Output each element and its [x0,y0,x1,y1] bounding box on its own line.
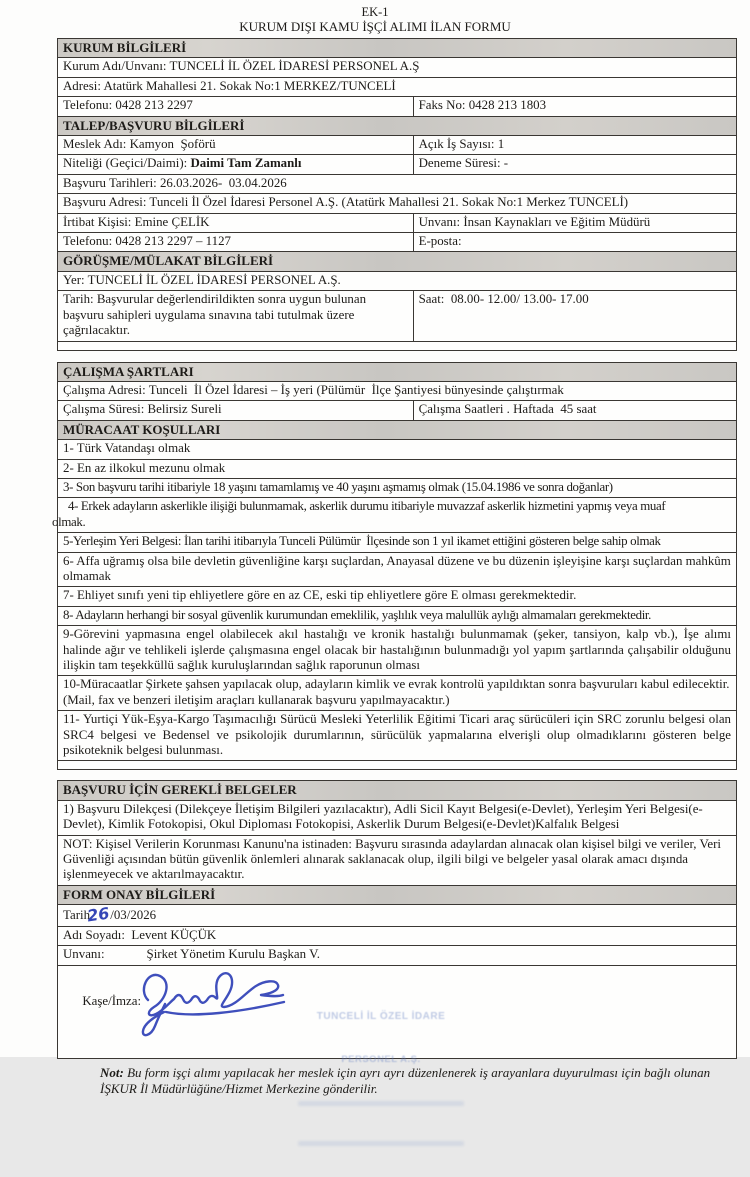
cell-gorusme-saat: Saat: 08.00- 12.00/ 13.00- 17.00 [413,291,736,340]
row-gorusme-yer: Yer: TUNCELİ İL ÖZEL İDARESİ PERSONEL A.Ş. [58,271,736,290]
cell-gorusme-tarih: Tarih: Başvurular değerlendirildikten sonra uygun bulunan başvuru sahipleri uygulama sınavına tabi tutulmak üzere çağrılacaktır. [63,292,370,338]
cell-eposta: E-posta: [413,233,736,251]
signature-ink [136,960,296,1028]
condition-item-7: 7- Ehliyet sınıfı yeni tip ehliyetlere göre en az CE, eski tip ehliyetlere göre E olması gerekmektedir. [58,586,736,605]
section-header-talep: TALEP/BAŞVURU BİLGİLERİ [58,116,736,135]
cell-irtibat-kisisi: İrtibat Kişisi: Emine ÇELİK [63,214,210,229]
section-header-gorusme: GÖRÜŞME/MÜLAKAT BİLGİLERİ [58,251,736,270]
row-basvuru-tarihleri: Başvuru Tarihleri: 26.03.2026- 03.04.2026 [58,174,736,193]
stamp-illegible-line [298,1141,464,1146]
row-onay-tarih [58,904,736,925]
title-block [0,0,750,35]
row-calisma-adresi: Çalışma Adresi: Tunceli İl Özel İdaresi – İş yeri (Pülümür İlçe Şantiyesi bünyesinde çalıştırmak [58,381,736,400]
empty-strip-row [58,341,736,350]
stamp-illegible-line [298,1101,464,1106]
condition-item-10: 10-Müracaatlar Şirkete şahsen yapılacak olup, adayların kimlik ve evrak kontrolü yapıldıktan sonra başvuruları kabul edilecektir.(Mail, fax ve benzeri iletişim araçları kullanarak başvuru yapılmayacaktır.) [58,675,736,710]
cell-calisma-suresi: Çalışma Süresi: Belirsiz Sureli [63,402,222,417]
row-kase-imza [58,965,736,1066]
nitelik-value: Daimi Tam Zamanlı [190,156,302,171]
cell-meslek-adi: Meslek Adı: Kamyon Şoförü [63,137,216,152]
row-belgeler-listesi: 1) Başvuru Dilekçesi (Dilekçeye İletişim Bilgileri yazılacaktır), Adli Sicil Kayıt Belgesi(e-Devlet), Yerleşim Yeri Belgesi(e-Devlet), Kimlik Fotokopisi, Okul Diploması Fotokopisi, Askerlik Durum Belgesi(e-Devlet)Kalfalık Belgesi [58,800,736,835]
cell-nitelik [58,155,413,173]
row-sure-saatler [58,400,736,419]
cell-irtibat-unvani: Unvanı: İnsan Kaynakları ve Eğitim Müdürü [413,214,736,232]
row-kurum-unvan: Kurum Adı/Unvanı: TUNCELİ İL ÖZEL İDARESİ PERSONEL A.Ş [58,57,736,76]
condition-item-5: 5-Yerleşim Yeri Belgesi: İlan tarihi itibarıyla Tunceli Pülümür İlçesinde son 1 yıl ikamet ettiğini gösteren belge sahip olmak [58,532,736,551]
row-telefon-faks [58,96,736,115]
cell-irtibat-telefon: Telefonu: 0428 213 2297 – 1127 [63,234,231,249]
condition-item-2: 2- En az ilkokul mezunu olmak [58,459,736,478]
section-header-onay: FORM ONAY BİLGİLERİ [58,885,736,904]
tarih-label: Tarih [63,908,91,923]
stamp-line-1: TUNCELİ İL ÖZEL İDARE [316,1011,446,1023]
footer-note-bold: Not: [100,1064,124,1080]
condition-item-11: 11- Yurtiçi Yük-Eşya-Kargo Taşımacılığı Sürücü Mesleki Yeterlilik Eğitimi Ticari araç sürücüleri için SRC zorunlu belgesi olan SRC4 belgesi ve Bedensel ve psikolojik durumlarının, sürücülük yapmalarına elverişli olup olmadıklarını gösteren belge psikoteknik belgesi bulunması. [58,710,736,760]
tarih-rest: /03/2026 [110,908,157,923]
condition-item-1: 1- Türk Vatandaşı olmak [58,439,736,458]
kurum-talep-gorusme-table [57,38,737,351]
condition-item-8: 8- Adayların herhangi bir sosyal güvenlik kurumundan emeklilik, yaşlılık veya malullük aylığı almamaları gerekmektedir. [58,606,736,625]
cell-calisma-saatleri: Çalışma Saatleri . Haftada 45 saat [413,401,736,419]
calisma-muracaat-table [52,362,737,771]
nitelik-label: Niteliği (Geçici/Daimi): [63,156,191,171]
unvan-label: Unvanı: [63,947,105,962]
section-header-muracaat: MÜRACAAT KOŞULLARI [58,420,736,439]
condition-item-6: 6- Affa uğramış olsa bile devletin güvenliğine karşı suçlardan, Anayasal düzene ve bu düzenin işleyişine karşı suçlardan mahkûm olmamak [58,552,736,587]
condition-item-4 [52,497,736,532]
row-kurum-adres: Adresi: Atatürk Mahallesi 21. Sokak No:1 MERKEZ/TUNCELİ [58,77,736,96]
row-gorusme-tarih-saat [58,290,736,340]
row-telefon-eposta [58,232,736,251]
footer-note [100,1065,718,1098]
section-header-kurum: KURUM BİLGİLERİ [58,39,736,57]
condition-item-4-line2: olmak. [52,514,86,529]
cell-kurum-telefon: Telefonu: 0428 213 2297 [63,98,193,113]
cell-deneme-suresi: Deneme Süresi: - [413,155,736,173]
condition-item-9: 9-Görevini yapmasına engel olabilecek akıl hastalığı ve kronik hastalığı bulunmamak (şeker, tansiyon, kalp vb.), İşe alımı halinde ağır ve tehlikeli işlerde çalışmasına engel olacak bir hastalığının bulunmadığı yol yapım şartlarında çalışabilir olduğunu ilişkin tam teşekküllü sağlık kuruluşlarından sağlık raporunun olması [58,625,736,675]
section-header-calisma: ÇALIŞMA ŞARTLARI [58,363,736,381]
section-header-belgeler: BAŞVURU İÇİN GEREKLİ BELGELER [58,781,736,799]
belgeler-onay-table [57,780,737,1066]
row-onay-adsoyad: Adı Soyadı: Levent KÜÇÜK [58,926,736,945]
doc-code: EK-1 [361,5,389,19]
cell-acik-is-sayisi: Açık İş Sayısı: 1 [413,136,736,154]
handwritten-date: 26 [85,903,111,926]
stamp-line-2: PERSONEL A.Ş. [341,1054,421,1066]
row-nitelik-deneme [58,154,736,173]
kase-imza-label: Kaşe/İmza: [82,993,142,1008]
row-irtibat-unvan [58,213,736,232]
row-kvkk-notu: NOT: Kişisel Verilerin Korunması Kanunu'na istinaden: Başvuru sırasında adaylardan alınacak olan kişisel bilgi ve veriler, Veri Güvenliği açısından bütün güvenlik önlemleri alınarak saklanacak olup, ilgili bilgi ve belgeler yasal olarak amacı dışında işlenmeyecek ve aktarılmayacaktır. [58,835,736,885]
condition-item-4-line1: 4- Erkek adayların askerlikle ilişiği bulunmamak, askerlik durumu itibariyle muvazzaf askerlik hizmetini yapmış veya muaf [68,499,666,514]
page-title: KURUM DIŞI KAMU İŞÇİ ALIMI İLAN FORMU [239,19,511,34]
condition-item-3: 3- Son başvuru tarihi itibariyle 18 yaşını tamamlamış ve 40 yaşını aşmamış olmak (15.04.1986 ve sonra doğanlar) [58,478,736,497]
row-meslek-acikis [58,135,736,154]
cell-kurum-faks: Faks No: 0428 213 1803 [413,97,736,115]
empty-strip-row [58,760,736,769]
row-basvuru-adresi: Başvuru Adresi: Tunceli İl Özel İdaresi Personel A.Ş. (Atatürk Mahallesi 21. Sokak No:1 Merkez TUNCELİ) [58,193,736,212]
unvan-value: Şirket Yönetim Kurulu Başkan V. [146,947,320,962]
footer-note-text: Bu form işçi alımı yapılacak her meslek için ayrı ayrı düzenlenerek iş arayanlara duyurulması için bağlı olunan İŞKUR İl Müdürlüğüne/Hizmet Merkezine gönderilir. [100,1064,711,1097]
